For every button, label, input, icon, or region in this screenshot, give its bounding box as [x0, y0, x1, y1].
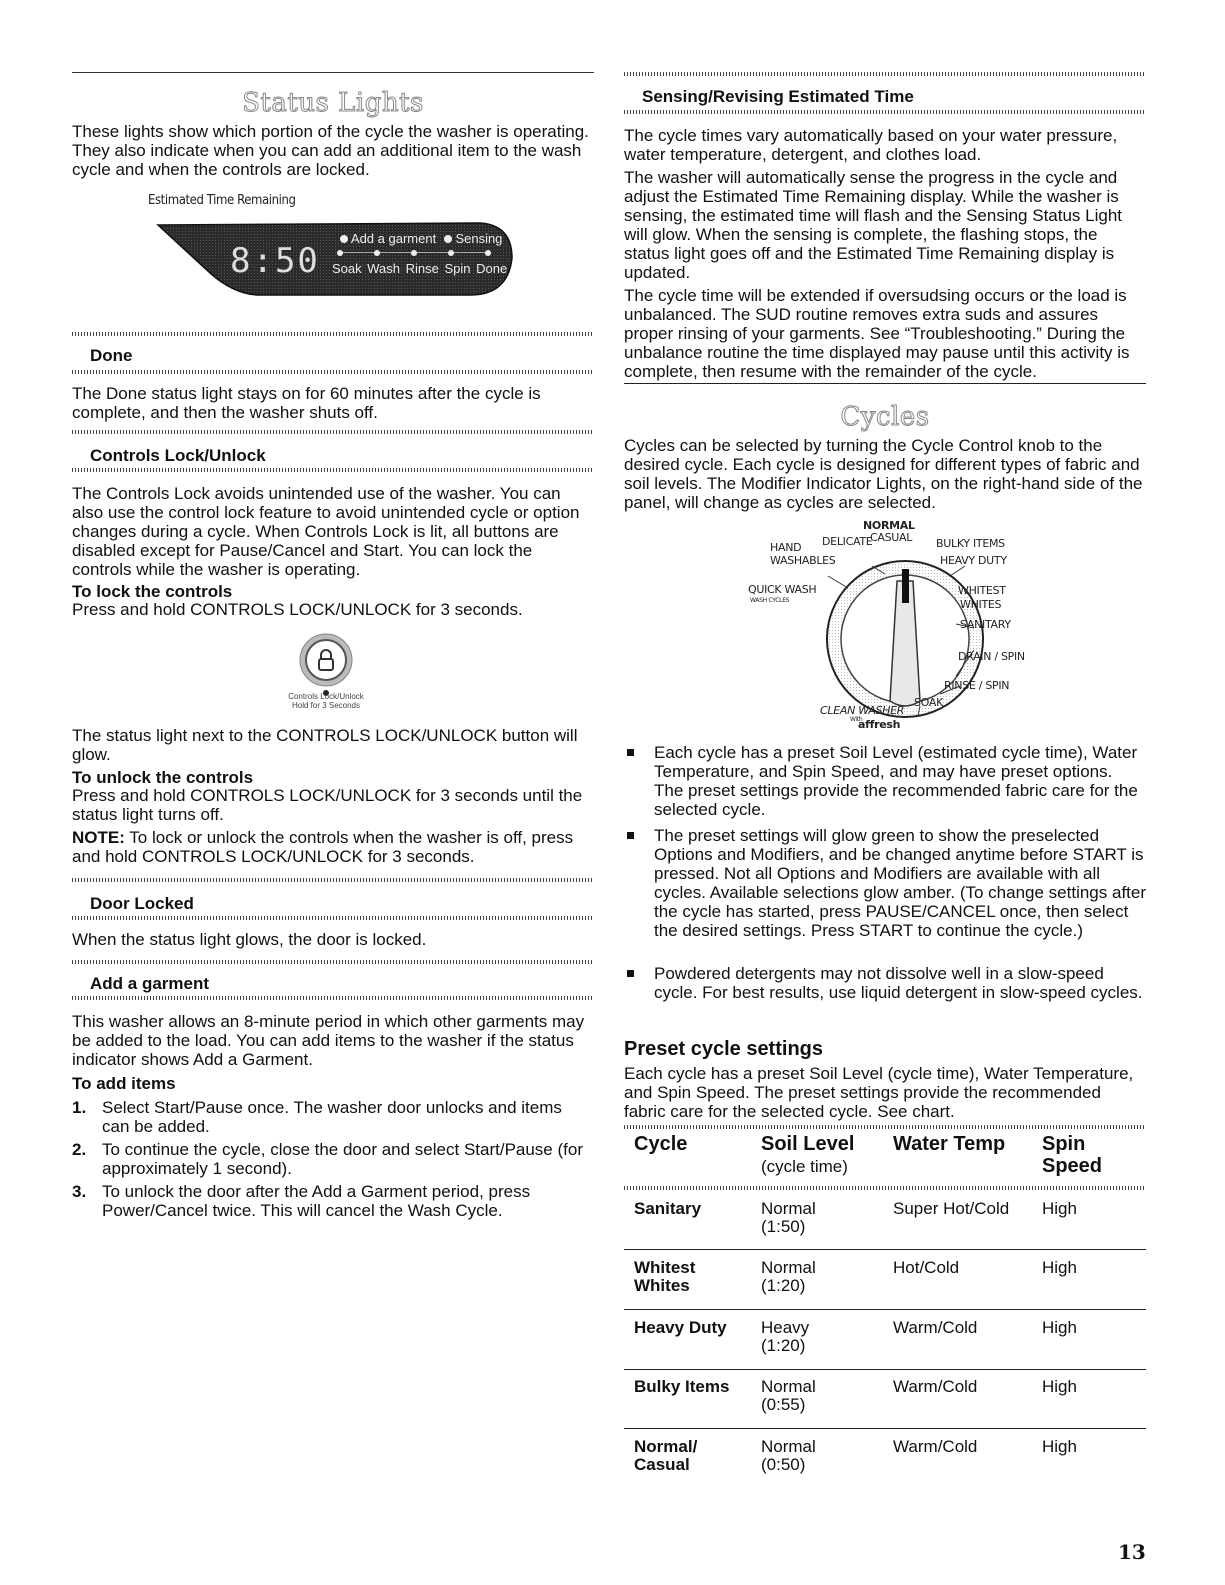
- dial-label-whitest: WHITEST: [958, 584, 1006, 597]
- panel-shape: [140, 213, 520, 301]
- step-3-text: To unlock the door after the Add a Garment period, press Power/Cancel twice. This will cancel the Wash Cycle.: [102, 1182, 531, 1220]
- door-locked-text: When the status light glows, the door is locked.: [72, 930, 427, 949]
- door-locked-rule-bottom: [72, 916, 594, 920]
- controls-lock-heading: Controls Lock/Unlock: [90, 446, 266, 465]
- row-2-time: (1:20): [761, 1276, 806, 1295]
- door-locked-heading: Door Locked: [90, 894, 194, 913]
- row-1-water: Super Hot/Cold: [893, 1199, 1010, 1218]
- step-1-number: 1.: [72, 1098, 87, 1117]
- row-3-water: Warm/Cold: [893, 1318, 978, 1337]
- row-2-water: Hot/Cold: [893, 1258, 960, 1277]
- dial-label-affresh: affresh: [858, 718, 901, 731]
- stage-dot-rinse: [411, 250, 417, 256]
- sensing-p2: The washer will automatically sense the progress in the cycle and adjust the Estimated Time Remaining display. While the washer is sensing, the estimated time will flash and the Sensing Status Light will glow. When the sensing is complete, the flashing stops, the status light goes off and the Estimated Time Remaining display is updated.: [624, 168, 1123, 282]
- row-2-soil: Normal: [761, 1258, 816, 1277]
- controls-lock-text: The Controls Lock avoids unintended use of the washer. You can also use the control lock feature to avoid unintended cycle or option changes during a cycle. When Controls Lock is lit, all buttons are disabled except for Pause/Cancel and Start. You can lock the controls while the washer is operating.: [72, 484, 580, 579]
- sensing-indicator: Sensing: [455, 231, 503, 246]
- sensing-heading: Sensing/Revising Estimated Time: [642, 87, 914, 106]
- note-text: To lock or unlock the controls when the washer is off, press and hold CONTROLS LOCK/UNLOCK for 3 seconds.: [72, 828, 574, 866]
- row-5-cycle: Normal/: [634, 1437, 698, 1456]
- row-1-soil: Normal: [761, 1199, 816, 1218]
- add-garment-rule-bottom: [72, 996, 594, 1000]
- add-garment-indicator: Add a garment: [350, 231, 437, 246]
- done-rule-top: [72, 332, 594, 336]
- dial-label-clean-washer: CLEAN WASHER: [820, 704, 905, 717]
- dial-label-wash-cycles: WASH CYCLES: [750, 597, 790, 604]
- row-5-cycle-line2: Casual: [634, 1455, 690, 1474]
- row-4-spin: High: [1042, 1377, 1077, 1396]
- lock-button-icon: [296, 630, 356, 690]
- cycles-intro: Cycles can be selected by turning the Cycle Control knob to the desired cycle. Each cycle is designed for different types of fabric and soil levels. The Modifier Indicator Lights, on the right-hand side of the panel, will change as cycles are selected.: [624, 436, 1143, 512]
- stage-soak: Soak: [332, 261, 362, 276]
- dial-label-rinse: RINSE / SPIN: [944, 679, 1010, 692]
- status-lights-title: Status Lights: [242, 88, 424, 118]
- col-header-water: Water Temp: [893, 1133, 1006, 1155]
- done-rule-bottom: [72, 370, 594, 374]
- row-5-spin: High: [1042, 1437, 1077, 1456]
- sensing-p1: The cycle times vary automatically based on your water pressure, water temperature, detergent, and clothes load.: [624, 126, 1118, 164]
- row-2-spin: High: [1042, 1258, 1077, 1277]
- step-1-text: Select Start/Pause once. The washer door unlocks and items can be added.: [102, 1098, 562, 1136]
- dial-label-casual: CASUAL: [870, 531, 913, 544]
- row-4-time: (0:55): [761, 1395, 806, 1414]
- row-divider: [624, 1369, 1146, 1370]
- row-1-spin: High: [1042, 1199, 1077, 1218]
- stage-dots: [340, 250, 490, 256]
- unlock-controls-text: Press and hold CONTROLS LOCK/UNLOCK for 3 seconds until the status light turns off.: [72, 786, 583, 824]
- indicator-row-top: [340, 231, 502, 246]
- unlock-controls-heading: To unlock the controls: [72, 768, 254, 787]
- dial-label-with: With: [850, 716, 863, 723]
- row-5-water: Warm/Cold: [893, 1437, 978, 1456]
- estimated-time-caption: Estimated Time Remaining: [148, 193, 296, 208]
- col-header-spin: Spin: [1042, 1133, 1086, 1155]
- dial-label-whites: WHITES: [960, 598, 1002, 611]
- col-header-soil-sub: (cycle time): [761, 1157, 848, 1176]
- table-rule-header: [624, 1186, 1146, 1190]
- row-3-soil: Heavy: [761, 1318, 810, 1337]
- dial-label-sanitary: SANITARY: [960, 618, 1011, 631]
- lock-button-hold-label: Hold for 3 Seconds: [291, 701, 361, 710]
- add-garment-text: This washer allows an 8-minute period in which other garments may be added to the load. You can add items to the washer if the status indicator shows Add a Garment.: [72, 1012, 585, 1069]
- add-garment-dot: [340, 235, 348, 243]
- bullet-3-text: Powdered detergents may not dissolve well in a slow-speed cycle. For best results, use liquid detergent in slow-speed cycles.: [654, 964, 1143, 1002]
- stage-done: Done: [476, 261, 508, 276]
- row-4-cycle: Bulky Items: [634, 1377, 730, 1396]
- stage-wash: Wash: [367, 261, 401, 276]
- step-3-number: 3.: [72, 1182, 87, 1201]
- row-2-cycle: Whitest: [634, 1258, 696, 1277]
- stage-spin: Spin: [444, 261, 471, 276]
- sensing-p3: The cycle time will be extended if oversudsing occurs or the load is unbalanced. The SUD routine removes extra suds and assures proper rinsing of your garments. See “Troubleshooting.” During the unbalance routine the time displayed may pause until this activity is complete, then resume with the remainder of the cycle.: [624, 286, 1130, 381]
- lock-controls-text: Press and hold CONTROLS LOCK/UNLOCK for 3 seconds.: [72, 600, 523, 619]
- dial-label-normal: NORMAL: [863, 519, 915, 532]
- bullet-1-text: Each cycle has a preset Soil Level (estimated cycle time), Water Temperature, and Spin Speed, and may have preset options. The preset settings provide the recommended fabric care for the selected cycle.: [654, 743, 1138, 819]
- row-1-cycle: Sanitary: [634, 1199, 702, 1218]
- row-divider: [624, 1249, 1146, 1250]
- dial-label-washables: WASHABLES: [770, 554, 836, 567]
- row-1-time: (1:50): [761, 1217, 806, 1236]
- row-4-water: Warm/Cold: [893, 1377, 978, 1396]
- lock-button-label: Controls Lock/Unlock: [288, 692, 364, 701]
- sensing-rule-bottom: [624, 110, 1146, 114]
- row-5-time: (0:50): [761, 1455, 806, 1474]
- sensing-rule-top: [624, 72, 1146, 76]
- row-3-cycle: Heavy Duty: [634, 1318, 727, 1337]
- bullet-3-marker: [627, 970, 634, 977]
- row-divider: [624, 1428, 1146, 1429]
- row-2-cycle-line2: Whites: [634, 1276, 690, 1295]
- time-display: 8:50: [230, 241, 320, 281]
- dial-label-heavy: HEAVY DUTY: [940, 554, 1007, 567]
- preset-heading: Preset cycle settings: [624, 1038, 823, 1060]
- row-5-soil: Normal: [761, 1437, 816, 1456]
- row-divider: [624, 1309, 1146, 1310]
- col-header-speed: Speed: [1042, 1155, 1103, 1177]
- add-garment-heading: Add a garment: [90, 974, 210, 993]
- stage-dot-done: [485, 250, 491, 256]
- cycle-knob: [760, 516, 1060, 736]
- controls-lock-rule-top: [72, 430, 594, 434]
- status-lights-intro: These lights show which portion of the cycle the washer is operating. They also indicate when you can add an additional item to the wash cycle and when the controls are locked.: [72, 122, 589, 179]
- row-4-soil: Normal: [761, 1377, 816, 1396]
- glow-text: The status light next to the CONTROLS LOCK/UNLOCK button will glow.: [72, 726, 578, 764]
- controls-lock-button-illustration: [296, 630, 356, 690]
- dial-label-quick: QUICK WASH: [748, 583, 817, 596]
- sensing-dot: [444, 235, 452, 243]
- dial-label-soak: SOAK: [914, 696, 943, 709]
- stage-rinse: Rinse: [405, 261, 439, 276]
- cycle-dial-illustration: [748, 516, 1060, 736]
- note-paragraph: [72, 828, 592, 866]
- step-2-number: 2.: [72, 1140, 87, 1159]
- add-items-heading: To add items: [72, 1074, 176, 1093]
- stage-dot-soak: [337, 250, 343, 256]
- dial-label-drain: DRAIN / SPIN: [958, 650, 1025, 663]
- lock-controls-heading: To lock the controls: [72, 582, 233, 601]
- status-panel-illustration: [140, 193, 520, 303]
- bullet-2-text: The preset settings will glow green to show the preselected Options and Modifiers, and be changed anytime before START is pressed. Not all Options and Modifiers are available with all cycles. Available selections glow amber. (To change settings after the cycle has started, press PAUSE/CANCEL once, then select the desired settings. Press START to continue the cycle.): [654, 826, 1147, 940]
- stage-dot-wash: [374, 250, 380, 256]
- stage-dot-spin: [448, 250, 454, 256]
- dial-label-delicate: DELICATE: [822, 535, 873, 548]
- dial-label-hand: HAND: [770, 541, 802, 554]
- done-text: The Done status light stays on for 60 minutes after the cycle is complete, and then the washer shuts off.: [72, 384, 541, 422]
- bullet-2-marker: [627, 832, 634, 839]
- door-locked-rule-top: [72, 878, 594, 882]
- col-header-soil: Soil Level: [761, 1133, 855, 1155]
- row-3-time: (1:20): [761, 1336, 806, 1355]
- table-rule-top: [624, 1125, 1146, 1129]
- note-label: NOTE:: [72, 828, 125, 847]
- add-garment-rule-top: [72, 960, 594, 964]
- col-header-cycle: Cycle: [634, 1133, 688, 1155]
- sensing-end-rule: [624, 383, 1146, 384]
- step-2-text: To continue the cycle, close the door and select Start/Pause (for approximately 1 second).: [102, 1140, 583, 1178]
- dial-label-bulky: BULKY ITEMS: [936, 537, 1005, 550]
- page-number: 13: [1118, 1540, 1146, 1564]
- done-heading: Done: [90, 346, 133, 365]
- preset-text: Each cycle has a preset Soil Level (cycle time), Water Temperature, and Spin Speed. The preset settings provide the recommended fabric care for the selected cycle. See chart.: [624, 1064, 1134, 1121]
- cycles-title: Cycles: [840, 402, 930, 432]
- lock-button-caption: [246, 692, 406, 710]
- row-3-spin: High: [1042, 1318, 1077, 1337]
- top-rule-left: [72, 72, 594, 73]
- stage-labels: [332, 261, 507, 276]
- bullet-1-marker: [627, 749, 634, 756]
- controls-lock-rule-bottom: [72, 468, 594, 472]
